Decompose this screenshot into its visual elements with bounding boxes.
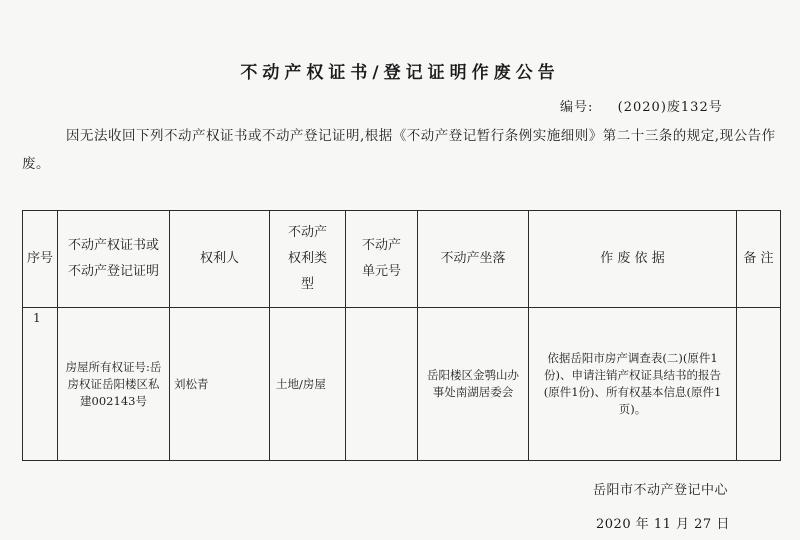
document-number [560,96,723,115]
notice-table [22,210,781,461]
column-header: 权利人 [170,211,270,308]
cell-location: 岳阳楼区金鹗山办事处南湖居委会 [418,308,529,461]
page-title: 不动产权证书/登记证明作废公告 [240,63,560,83]
document-number-label: 编号: [560,100,594,115]
table-row [23,308,781,461]
column-header: 不动产坐落 [418,211,529,308]
cell-basis: 依据岳阳市房产调查表(二)(原件1份)、申请注销产权证具结书的报告(原件1份)、所有权基本信息(原件1页)。 [529,308,737,461]
issue-date: 2020 年 11 月 27 日 [596,517,730,532]
document-number-value: (2020)废132号 [617,100,723,115]
table-header-row [23,211,781,308]
cell-holder: 刘松青 [170,308,270,461]
column-header: 序号 [23,211,58,308]
column-header: 不动产单元号 [346,211,418,308]
column-header: 作 废 依 据 [529,211,737,308]
issuing-organization: 岳阳市不动产登记中心 [593,483,729,498]
cell-right-type: 土地/房屋 [270,308,346,461]
column-header: 备 注 [737,211,781,308]
cell-remarks [737,308,781,461]
cell-unit-no [346,308,418,461]
notice-paragraph: 因无法收回下列不动产权证书或不动产登记证明,根据《不动产登记暂行条例实施细则》第二十三条的规定,现公告作废。 [22,128,776,172]
column-header: 不动产权证书或不动产登记证明 [58,211,170,308]
cell-seq: 1 [23,308,58,461]
cell-certificate: 房屋所有权证号:岳房权证岳阳楼区私建002143号 [58,308,170,461]
column-header: 不动产权利类型 [270,211,346,308]
